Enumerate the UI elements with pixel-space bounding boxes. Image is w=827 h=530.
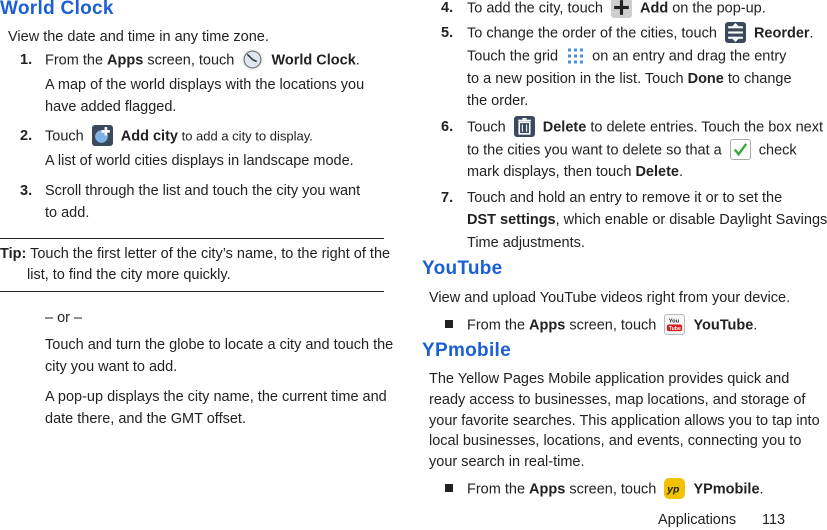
or-separator: – or – [45,310,83,326]
ypmobile-desc-line1: The Yellow Pages Mobile application provides quick and [429,371,790,387]
ypmobile-desc-line2: ready access to businesses, map locations, and storage of [429,392,806,408]
step-1-number: 1. [20,52,33,68]
step-7-line2: DST settings, which enable or disable Daylight Savings [467,212,827,228]
step-2-desc: A list of world cities displays in landscape mode. [45,153,354,169]
step-3-line1: Scroll through the list and touch the city you want [45,183,361,199]
globe-line2: city you want to add. [45,359,178,375]
yp-app-icon [664,478,685,499]
step-5-line3: to a new position in the list. Touch Done to change [467,71,792,87]
svg-text:yp: yp [667,483,680,496]
step-5-number: 5. [441,25,454,41]
step-3-line2: to add. [45,205,90,221]
bullet-icon [445,484,453,492]
step-1-text: From the Apps screen, touch World Clock. [45,50,360,71]
tip-top-rule [0,238,384,239]
step-7-number: 7. [441,190,454,206]
step-2-text: Touch Add city to add a city to display. [45,126,313,147]
svg-text:You: You [669,318,680,325]
step-7-line3: Time adjustments. [467,235,585,251]
footer-section-label: Applications [658,512,737,528]
step-6-line2: to the cities you want to delete so that a check [467,140,797,161]
world-clock-icon [242,49,263,70]
youtube-app-icon [664,314,685,335]
step-2-number: 2. [20,128,33,144]
step-7-line1: Touch and hold an entry to remove it or to set the [467,190,783,206]
plus-icon [611,0,632,18]
step-6-line3: mark displays, then touch Delete. [467,164,684,180]
ypmobile-instruction: From the Apps screen, touch yp YPmobile. [445,479,764,500]
page-number: 113 [762,512,786,528]
popup-line1: A pop-up displays the city name, the current time and [45,389,387,405]
add-city-icon [92,125,113,146]
world-clock-intro: View the date and time in any time zone. [8,29,269,45]
checkmark-icon [730,139,751,160]
bullet-icon [445,320,453,328]
step-1-desc-line2: have added flagged. [45,99,177,115]
world-clock-heading: World Clock [0,0,114,19]
grid-handle-icon [566,45,584,66]
svg-text:Tube: Tube [669,326,682,333]
youtube-desc: View and upload YouTube videos right from your device. [429,290,791,306]
ypmobile-desc-line4: local businesses, locations, and events, connecting you to [429,433,802,449]
step-5-line2: Touch the grid on an entry and drag the entry [467,46,786,67]
step-6-line1: Touch Delete to delete entries. Touch the box next [467,117,823,138]
reorder-icon [725,22,746,43]
youtube-heading: YouTube [422,258,503,279]
youtube-instruction: From the Apps screen, touch You Tube YouTube. [445,315,757,336]
ypmobile-heading: YPmobile [422,340,511,361]
tip-line1: Tip: Touch the first letter of the city’s name, to the right of the [0,246,391,262]
step-5-line4: the order. [467,93,529,109]
ypmobile-desc-line3: your favorite searches. This application allows you to tap into [429,413,820,429]
tip-line2: list, to find the city more quickly. [27,267,231,283]
ypmobile-desc-line5: your search in real-time. [429,454,585,470]
step-1-desc-line1: A map of the world displays with the locations you [45,77,365,93]
step-3-number: 3. [20,183,33,199]
tip-bottom-rule [0,291,384,292]
popup-line2: date there, and the GMT offset. [45,411,246,427]
step-4-number: 4. [441,0,454,16]
step-6-number: 6. [441,119,454,135]
globe-line1: Touch and turn the globe to locate a city and touch the [45,337,394,353]
step-4-text: To add the city, touch Add on the pop-up. [467,0,766,19]
trash-icon [514,116,535,137]
step-5-line1: To change the order of the cities, touch Reorder. [467,23,814,44]
